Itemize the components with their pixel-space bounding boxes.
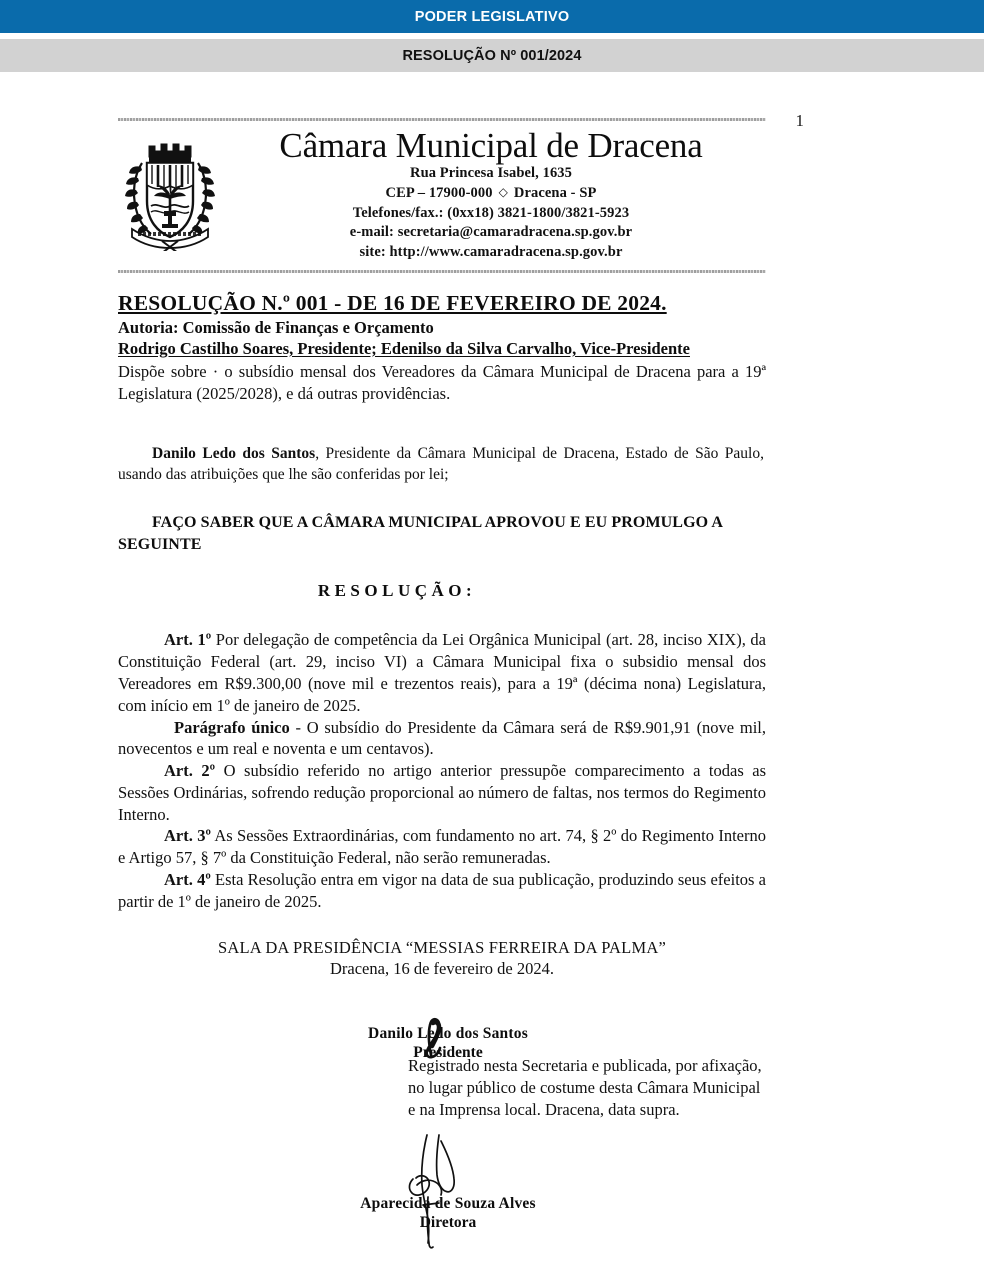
organization-phones: Telefones/fax.: (0xx18) 3821-1800/3821-5923 [352,204,630,221]
resolution-title: RESOLUÇÃO N.º 001 - DE 16 DE FEVEREIRO DE 2024. [118,290,667,315]
resolution-banner [0,39,984,72]
organization-cep-city [222,184,760,204]
preamble-paragraph [118,443,766,486]
article-label: Parágrafo único [174,717,290,737]
authorship-line: Autoria: Comissão de Finanças e Orçamento [118,317,434,337]
president-role: Presidente [413,1044,483,1062]
director-signature-block [278,1195,618,1232]
preamble-rest: , Presidente da Câmara Municipal de Dracena, Estado de São Paulo, usando das atribuições que lhe são conferidas por lei; [118,444,764,484]
director-role: Diretora [419,1214,477,1232]
director-name: Aparecida de Souza Alves [360,1195,536,1213]
letterhead-top-rule [118,118,766,121]
municipal-coat-of-arms-icon [124,133,216,251]
letterhead [118,121,766,263]
article-text: As Sessões Extraordinárias, com fundamento no art. 74, § 2º do Regimento Interno e Artigo 57, § 7º da Constituição Federal, não serão remuneradas. [118,826,766,868]
article-item [118,760,766,825]
page-number: 1 [795,111,804,130]
article-item [118,629,766,716]
registry-note: Registrado nesta Secretaria e publicada, por afixação, no lugar público de costume desta Câmara Municipal e na Imprensa local. Dracena, data supra. [408,1056,762,1120]
article-label: Art. 3º [164,826,211,846]
article-text: Esta Resolução entra em vigor na data de sua publicação, produzindo seus efeitos a partir de 1º de janeiro de 2025. [118,869,766,911]
closing-venue: SALA DA PRESIDÊNCIA “MESSIAS FERREIRA DA PALMA” [218,938,666,958]
article-text: - O subsídio do Presidente da Câmara será de R$9.901,91 (nove mil, novecentos e um real e noventa e um centavos). [118,717,767,759]
title-block [118,291,766,405]
organization-name: Câmara Municipal de Dracena [279,126,703,165]
preamble-signatory-name: Danilo Ledo dos Santos [152,444,316,462]
resolution-banner-label: RESOLUÇÃO Nº 001/2024 [402,47,582,64]
signature-area [118,1025,766,1265]
ementa-text: Dispõe sobre · o subsídio mensal dos Vereadores da Câmara Municipal de Dracena para a 19ª Legislatura (2025/2028), e dá outras providências. [118,361,766,403]
article-text: Por delegação de competência da Lei Orgânica Municipal (art. 28, inciso XIX), da Constituição Federal (art. 29, inciso VI) a Câmara Municipal fixa o subsidio mensal dos Vereadores em R$9.300,00 (nove mil e trezentos reais), para a 19ª (décima nona) Legislatura, com início em 1º de janeiro de 2025. [118,630,766,715]
letterhead-bottom-rule [118,270,766,273]
closing-block [118,938,766,979]
handwritten-signature-icon [383,1133,493,1253]
banner-bottom-spacer [0,72,984,88]
city-state-text: Dracena - SP [513,184,597,201]
promulgation-statement: FAÇO SABER QUE A CÂMARA MUNICIPAL APROVOU E EU PROMULGO A SEGUINTE [118,513,723,553]
article-text: O subsídio referido no artigo anterior pressupõe comparecimento a todas as Sessões Ordinárias, sofrendo redução proporcional ao número de faltas, nos termos do Regimento Interno. [118,761,766,824]
closing-city-date: Dracena, 16 de fevereiro de 2024. [329,959,554,979]
article-item [118,869,766,913]
authors-line: Rodrigo Castilho Soares, Presidente; Edenilso da Silva Carvalho, Vice-Presidente [118,338,690,358]
article-item [118,825,766,869]
resolution-heading: RESOLUÇÃO: [317,581,477,601]
organization-address: Rua Princesa Isabel, 1635 [410,165,572,182]
article-item [118,717,766,761]
diamond-separator-icon: ◇ [498,184,508,199]
article-label: Art. 1º [164,630,212,650]
president-name: Danilo Ledo dos Santos [368,1025,528,1043]
organization-block [222,125,766,263]
cep-text: CEP – 17900-000 [385,184,493,201]
article-label: Art. 2º [164,761,216,781]
legislative-banner-label: PODER LEGISLATIVO [414,8,570,25]
legislative-banner [0,0,984,33]
document-content [118,88,804,1265]
organization-email: e-mail: secretaria@camaradracena.sp.gov.br [349,224,633,241]
article-label: Art. 4º [164,869,211,889]
document-page [0,88,984,1232]
articles-list [118,629,766,912]
organization-website: site: http://www.camaradracena.sp.gov.br [359,243,623,260]
coat-of-arms [118,125,222,251]
